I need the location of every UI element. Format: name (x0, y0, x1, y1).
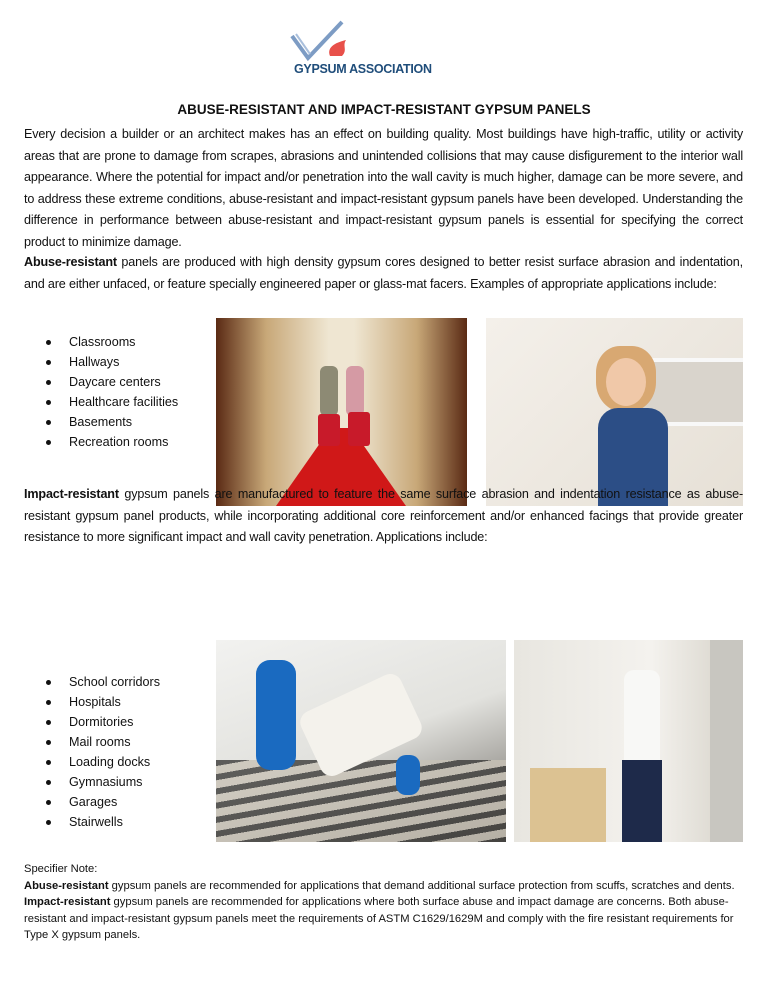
note-impact-term: Impact-resistant (24, 896, 111, 908)
list-item: Healthcare facilities (46, 392, 178, 412)
impact-paragraph (24, 484, 743, 549)
note-abuse-text: gypsum panels are recommended for applications that demand additional surface protection from scuffs, scratches and dents. (108, 879, 735, 892)
list-item: Basements (46, 412, 178, 432)
list-item: Hallways (46, 352, 178, 372)
impact-term: Impact-resistant (24, 487, 119, 501)
note-body (24, 878, 743, 944)
abuse-applications-list (46, 332, 178, 452)
child-peeking-photo (486, 318, 743, 506)
intro-paragraph: Every decision a builder or an architect makes has an effect on building quality. Most buildings have high-traffic, utility or activity areas that are prone to damage from scrapes, abrasions and unintended collisions that may cause disfigurement to the interior wall appearance. Where the potential for impact and/or penetration into the wall cavity is much higher, damage can be more severe, and to address these extreme conditions, abuse-resistant and impact-resistant gypsum panels have been developed. Understanding the difference in performance between abuse-resistant and impact-resistant gypsum panels is essential for specifying the correct product to minimize damage. (24, 127, 743, 249)
list-item: Mail rooms (46, 732, 160, 752)
abuse-term: Abuse-resistant (24, 255, 117, 269)
delivery-elevator-photo (514, 640, 743, 842)
list-item: Recreation rooms (46, 432, 178, 452)
list-item: Classrooms (46, 332, 178, 352)
list-item: Daycare centers (46, 372, 178, 392)
note-abuse-term: Abuse-resistant (24, 879, 109, 892)
list-item: Stairwells (46, 812, 160, 832)
movers-stairs-photo (216, 640, 506, 842)
note-impact-text: gypsum panels are recommended for applications where both surface abuse and impact damage are concerns. Both abuse-resistant and impact-resistant gypsum panels meet the requirements of ASTM C1629/1629M and comply with the fire resistant requirements for Type X gypsum panels. (24, 896, 734, 941)
page-title: ABUSE-RESISTANT AND IMPACT-RESISTANT GYPSUM PANELS (177, 102, 591, 117)
abuse-text: panels are produced with high density gypsum cores designed to better resist surface abrasion and indentation, and are either unfaced, or feature specially engineered paper or glass-mat facers. Examples of appropriate applications include: (24, 255, 743, 291)
list-item: Gymnasiums (46, 772, 160, 792)
logo-check-icon (290, 20, 450, 62)
list-item: Loading docks (46, 752, 160, 772)
list-item: School corridors (46, 672, 160, 692)
impact-applications-list (46, 672, 160, 832)
specifier-note (24, 861, 743, 944)
impact-text: gypsum panels are manufactured to feature the same surface abrasion and indentation resistance as abuse-resistant gypsum panel products, while incorporating additional core reinforcement and/or enhanced facings that provide greater resistance to more significant impact and wall cavity penetration. Applications include: (24, 487, 743, 544)
list-item: Dormitories (46, 712, 160, 732)
note-heading: Specifier Note: (24, 863, 98, 875)
list-item: Garages (46, 792, 160, 812)
hallway-photo (216, 318, 467, 506)
list-item: Hospitals (46, 692, 160, 712)
logo-text: GYPSUM ASSOCIATION (294, 62, 432, 76)
abuse-paragraph (24, 252, 743, 295)
